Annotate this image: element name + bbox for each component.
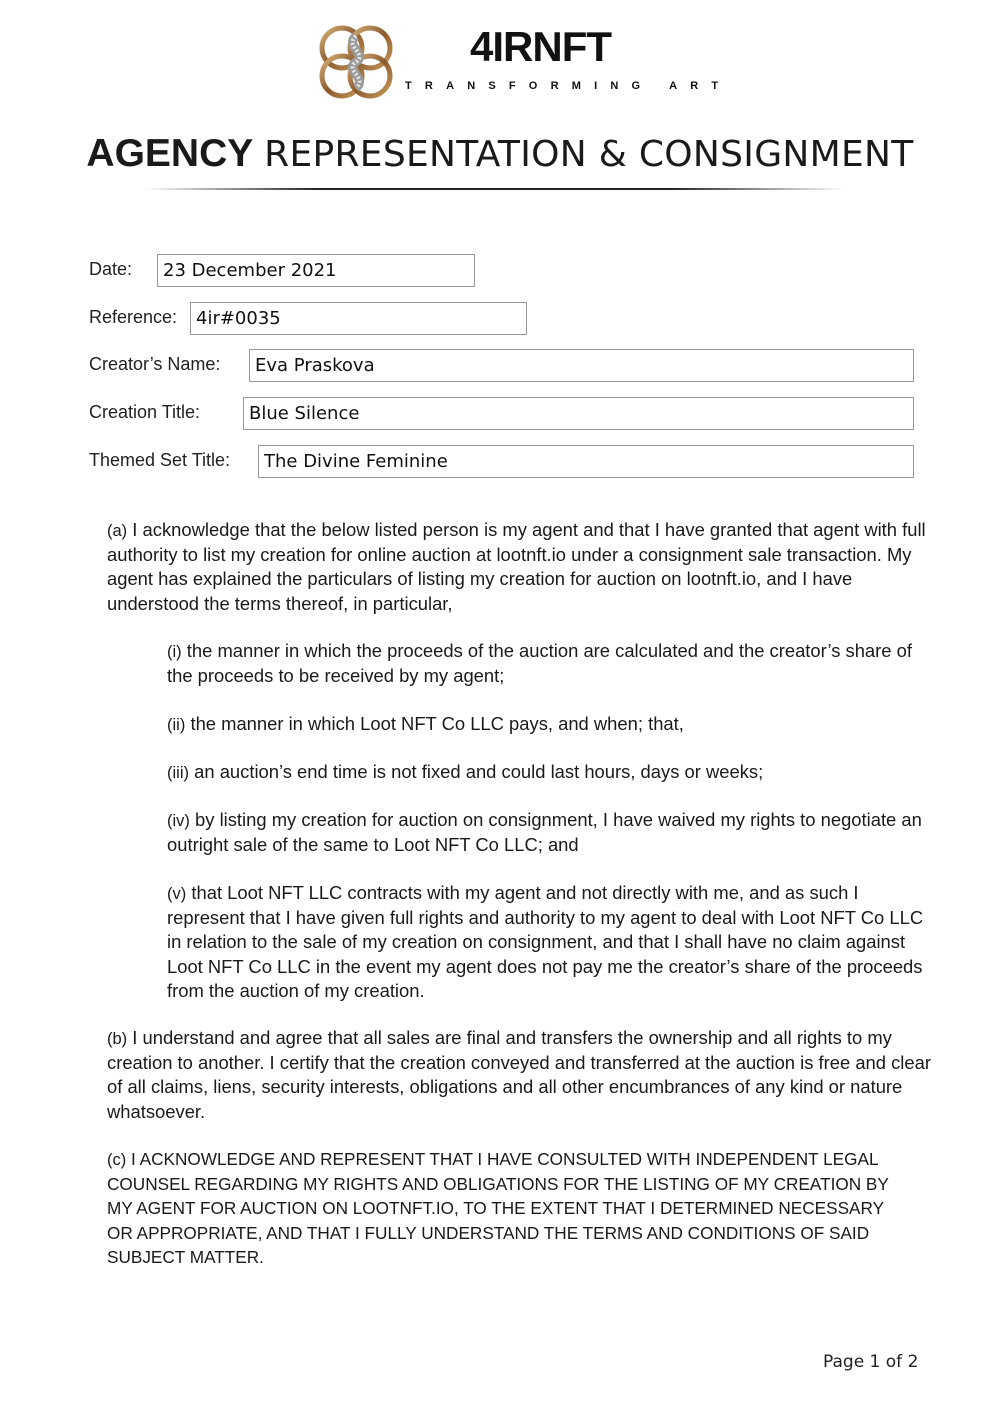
creation-title-field[interactable]: Blue Silence [243, 397, 914, 430]
creator-name-label: Creator’s Name: [89, 354, 221, 374]
creator-name-field[interactable]: Eva Praskova [249, 349, 914, 382]
reference-field[interactable]: 4ir#0035 [190, 302, 527, 335]
title-bold: AGENCY [86, 132, 254, 175]
document-title [0, 134, 1000, 173]
reference-label: Reference: [89, 307, 178, 327]
clause-i: (i) the manner in which the proceeds of the auction are calculated and the creator’s share of the proceeds to be received by my agent; [167, 640, 912, 687]
date-field[interactable]: 23 December 2021 [157, 254, 475, 287]
clause-iii: (iii) an auction’s end time is not fixed and could last hours, days or weeks; [167, 761, 764, 782]
clause-ii: (ii) the manner in which Loot NFT Co LLC pays, and when; that, [167, 713, 684, 734]
clause-iv: (iv) by listing my creation for auction on consignment, I have waived my rights to negotiate an outright sale of the same to Loot NFT Co LLC; and [167, 809, 922, 856]
clause-b: (b) I understand and agree that all sales are final and transfers the ownership and all rights to my creation to another. I certify that the creation conveyed and transferred at the auction is free and clear of all claims, liens, security interests, obligations and all other encumbrances of any kind or nature whatsoever. [107, 1027, 931, 1122]
title-divider [145, 188, 845, 190]
page-number: Page 1 of 2 [823, 1352, 919, 1372]
date-label: Date: [89, 259, 133, 279]
brand-tagline: TRANSFORMING ART [405, 80, 732, 92]
brand-name: 4IRNFT [470, 23, 611, 70]
4irnft-logo-icon [316, 22, 396, 102]
clause-v: (v) that Loot NFT LLC contracts with my agent and not directly with me, and as such I represent that I have given full rights and authority to my agent to deal with Loot NFT Co LLC in relation to the sale of my creation on consignment, and that I shall have no claim against Loot NFT Co LLC in the event my agent does not pay me the creator’s share of the proceeds from the auction of my creation. [167, 882, 924, 1001]
themed-set-title-field[interactable]: The Divine Feminine [258, 445, 914, 478]
creation-title-label: Creation Title: [89, 402, 201, 422]
clause-c: (c) I ACKNOWLEDGE AND REPRESENT THAT I HAVE CONSULTED WITH INDEPENDENT LEGAL COUNSEL REGARDING MY RIGHTS AND OBLIGATIONS FOR THE LISTING OF MY CREATION BY MY AGENT FOR AUCTION ON LOOTNFT.IO, TO THE EXTENT THAT I DETERMINED NECESSARY OR APPROPRIATE, AND THAT I FULLY UNDERSTAND THE TERMS AND CONDITIONS OF SAID SUBJECT MATTER. [107, 1149, 889, 1267]
themed-set-title-label: Themed Set Title: [89, 450, 231, 470]
clause-a: (a) I acknowledge that the below listed person is my agent and that I have granted that agent with full authority to list my creation for online auction at lootnft.io under a consignment sale transaction. My agent has explained the particulars of listing my creation for auction on lootnft.io, and I have understood the terms thereof, in particular, [107, 519, 926, 614]
title-rest: REPRESENTATION & CONSIGNMENT [264, 134, 914, 175]
